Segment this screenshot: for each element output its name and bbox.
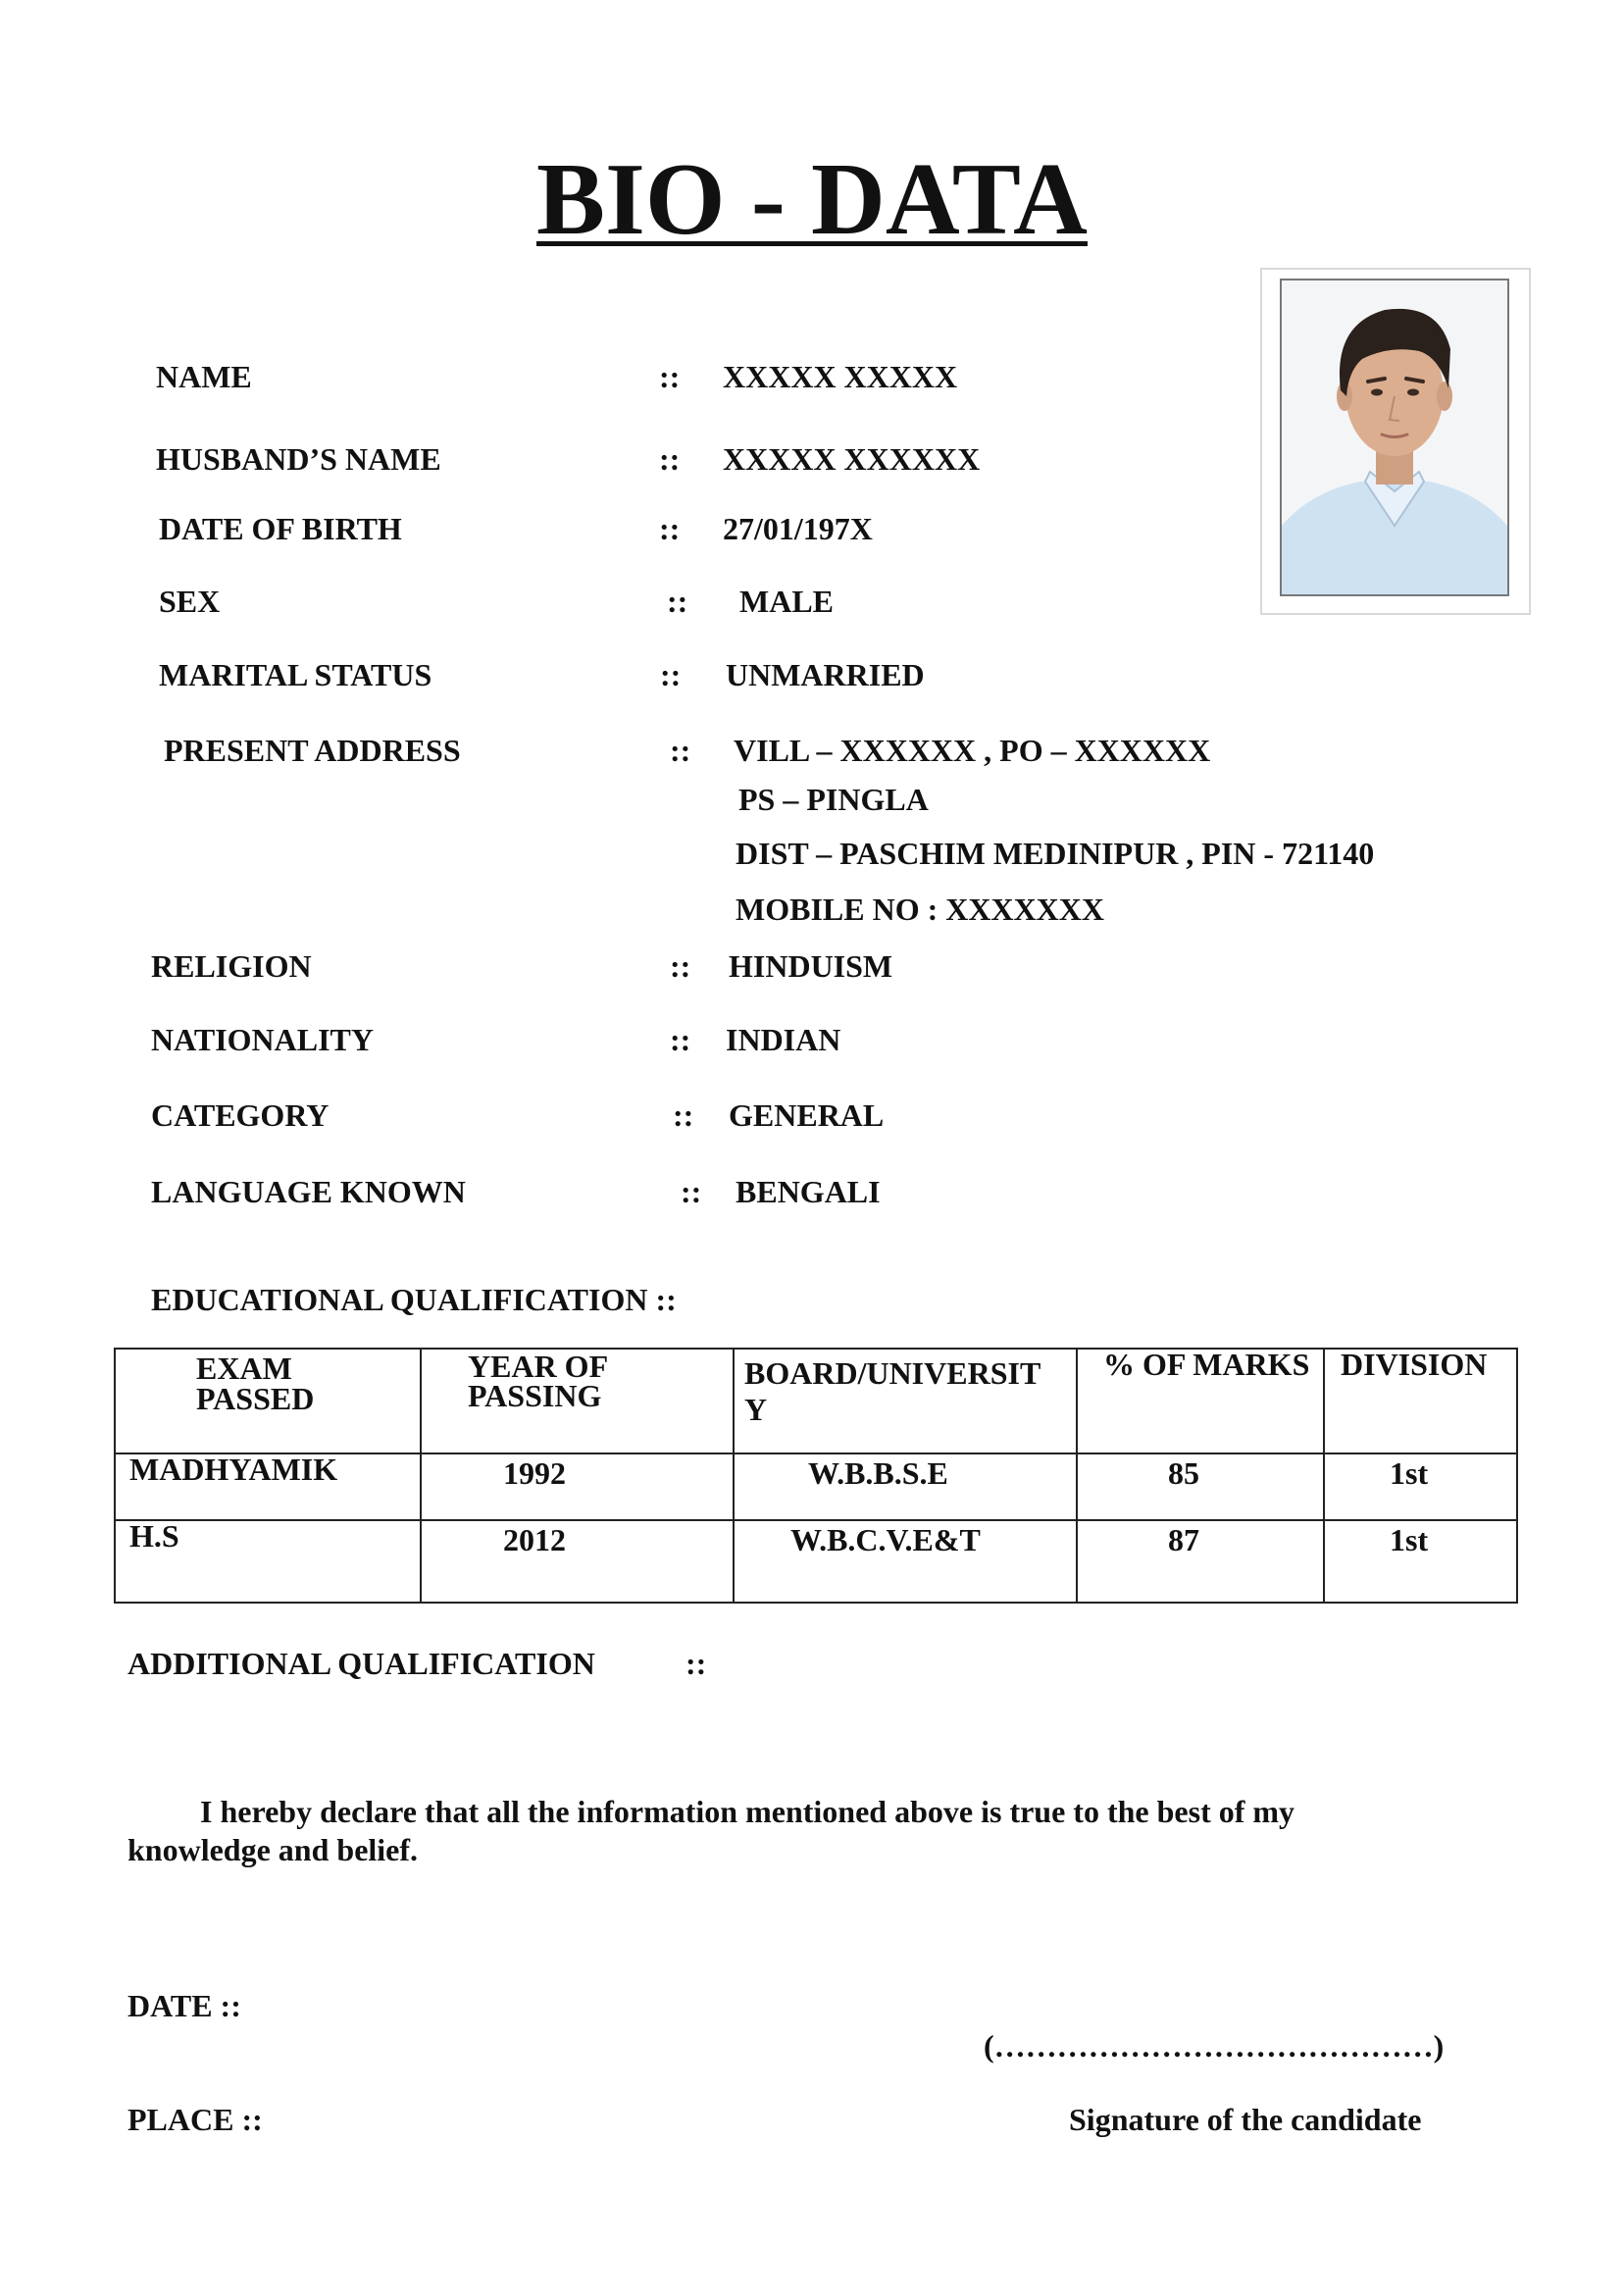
field-label-marital-status: MARITAL STATUS xyxy=(159,657,432,692)
cell-exam xyxy=(115,1453,421,1520)
field-value-date-of-birth: 27/01/197X xyxy=(723,511,873,546)
date-label: DATE :: xyxy=(127,1988,241,2023)
header-board-university xyxy=(734,1349,1077,1453)
cell-text: 85 xyxy=(1168,1455,1199,1491)
cell-exam xyxy=(115,1520,421,1603)
additional-qualification-label: ADDITIONAL QUALIFICATION xyxy=(127,1646,595,1681)
cell-text: W.B.B.S.E xyxy=(808,1455,948,1491)
additional-qualification-separator: :: xyxy=(685,1646,707,1681)
signature-caption: Signature of the candidate xyxy=(1069,2102,1422,2137)
field-value-religion: HINDUISM xyxy=(729,948,893,984)
header-line: EXAM xyxy=(196,1351,292,1386)
field-separator: :: xyxy=(660,657,682,692)
header-line: PASSED xyxy=(196,1381,315,1416)
field-separator: :: xyxy=(667,584,688,619)
cell-text: W.B.C.V.E&T xyxy=(790,1522,981,1557)
cell-board xyxy=(734,1453,1077,1520)
page-title: BIO - DATA xyxy=(536,141,1088,256)
place-label: PLACE :: xyxy=(127,2102,263,2137)
field-value-category: GENERAL xyxy=(729,1097,885,1133)
field-label-category: CATEGORY xyxy=(151,1097,330,1133)
field-value-name: XXXXX XXXXX xyxy=(723,359,958,394)
field-separator: :: xyxy=(670,1022,691,1057)
header-line: DIVISION xyxy=(1341,1347,1488,1382)
header-line: Y xyxy=(744,1392,768,1427)
cell-text: 1992 xyxy=(503,1455,566,1491)
education-heading: EDUCATIONAL QUALIFICATION :: xyxy=(151,1282,677,1317)
field-value-nationality: INDIAN xyxy=(726,1022,841,1057)
address-line-2: PS – PINGLA xyxy=(738,782,929,817)
field-separator: :: xyxy=(659,441,681,477)
cell-text: 2012 xyxy=(503,1522,566,1557)
cell-text: 1st xyxy=(1390,1522,1429,1557)
header-line: YEAR OF xyxy=(468,1349,609,1384)
header-line: PASSING xyxy=(468,1378,602,1413)
cell-division xyxy=(1324,1453,1517,1520)
cell-division xyxy=(1324,1520,1517,1603)
cell-year xyxy=(421,1453,734,1520)
header-percent-marks xyxy=(1077,1349,1324,1453)
field-value-sex: MALE xyxy=(739,584,834,619)
field-separator: :: xyxy=(670,733,691,768)
education-table-header-row xyxy=(115,1349,1517,1453)
field-separator: :: xyxy=(659,359,681,394)
field-separator: :: xyxy=(681,1174,702,1209)
address-line-1: VILL – XXXXXX , PO – XXXXXX xyxy=(734,733,1211,768)
field-separator: :: xyxy=(670,948,691,984)
education-table xyxy=(114,1348,1518,1604)
candidate-photo xyxy=(1280,279,1509,596)
field-label-sex: SEX xyxy=(159,584,221,619)
declaration-text: I hereby declare that all the information mentioned above is true to the best of my knowledge and belief. xyxy=(127,1794,1295,1867)
field-value-marital-status: UNMARRIED xyxy=(726,657,925,692)
cell-text: H.S xyxy=(129,1518,179,1554)
cell-year xyxy=(421,1520,734,1603)
address-line-mobile: MOBILE NO : XXXXXXX xyxy=(736,892,1104,927)
table-row xyxy=(115,1453,1517,1520)
cell-text: 87 xyxy=(1168,1522,1199,1557)
field-label-date-of-birth: DATE OF BIRTH xyxy=(159,511,402,546)
header-line: BOARD/UNIVERSIT xyxy=(744,1355,1041,1391)
header-exam-passed xyxy=(115,1349,421,1453)
field-label-nationality: NATIONALITY xyxy=(151,1022,374,1057)
field-value-husband-name: XXXXX XXXXXX xyxy=(723,441,981,477)
signature-line: (……………………………………) xyxy=(984,2028,1445,2064)
cell-board xyxy=(734,1520,1077,1603)
header-division xyxy=(1324,1349,1517,1453)
address-line-3: DIST – PASCHIM MEDINIPUR , PIN - 721140 xyxy=(736,836,1375,871)
candidate-portrait-image xyxy=(1282,280,1507,594)
field-label-religion: RELIGION xyxy=(151,948,312,984)
header-year-of-passing xyxy=(421,1349,734,1453)
photo-frame xyxy=(1260,268,1531,615)
cell-text: 1st xyxy=(1390,1455,1429,1491)
header-line: % OF MARKS xyxy=(1103,1347,1310,1382)
cell-text: MADHYAMIK xyxy=(129,1452,338,1487)
table-row xyxy=(115,1520,1517,1603)
field-separator: :: xyxy=(673,1097,694,1133)
cell-marks xyxy=(1077,1520,1324,1603)
field-label-name: NAME xyxy=(156,359,252,394)
field-value-language-known: BENGALI xyxy=(736,1174,881,1209)
field-label-language-known: LANGUAGE KNOWN xyxy=(151,1174,466,1209)
cell-marks xyxy=(1077,1453,1324,1520)
field-label-present-address: PRESENT ADDRESS xyxy=(164,733,461,768)
field-separator: :: xyxy=(659,511,681,546)
field-label-husband-name: HUSBAND’S NAME xyxy=(156,441,441,477)
